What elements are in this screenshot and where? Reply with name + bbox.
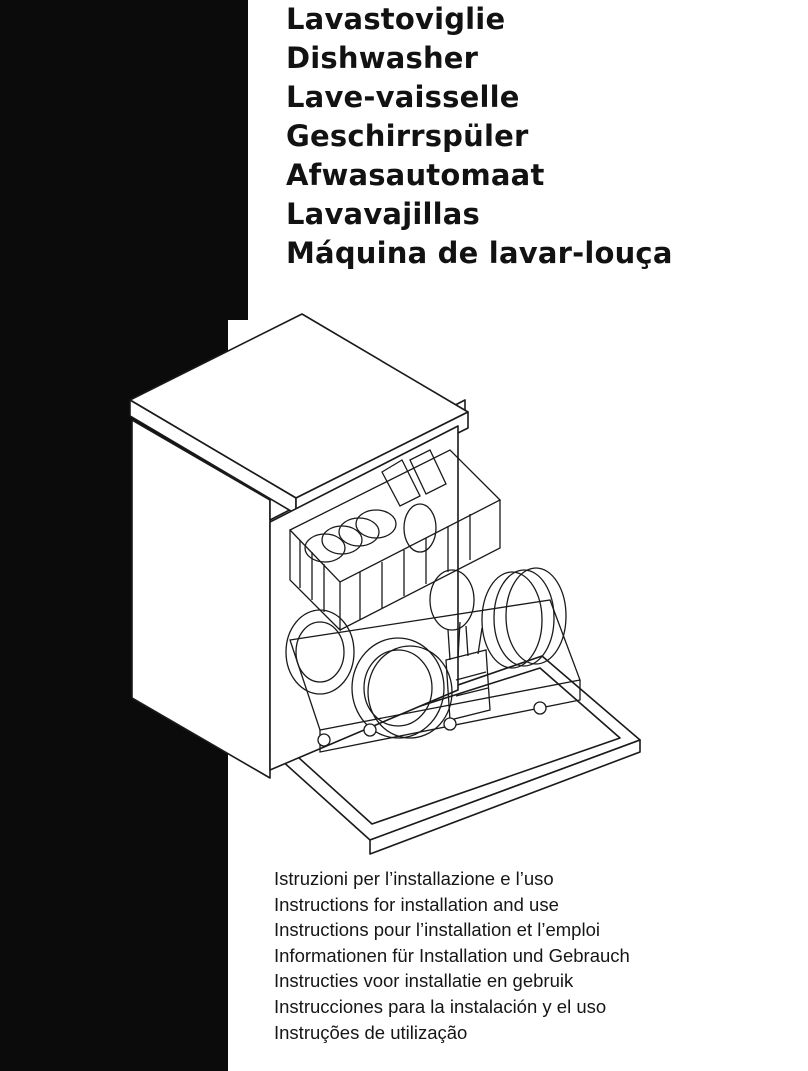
instructions-french: Instructions pour l’installation et l’emploi bbox=[274, 919, 600, 941]
instructions-german: Informationen für Installation und Gebrauch bbox=[274, 944, 630, 966]
instructions-italian: Istruzioni per l’installazione e l’uso bbox=[274, 868, 554, 889]
title-portuguese: Máquina de lavar-louça bbox=[286, 236, 673, 270]
title-german: Geschirrspüler bbox=[286, 119, 529, 153]
title-dutch: Afwasautomaat bbox=[286, 158, 545, 192]
product-title-list bbox=[286, 0, 673, 273]
instructions-spanish: Instrucciones para la instalación y el uso bbox=[274, 995, 607, 1017]
instructions-list bbox=[274, 866, 630, 1045]
title-english: Dishwasher bbox=[286, 41, 479, 75]
black-band-extension bbox=[228, 0, 248, 320]
instructions-english: Instructions for installation and use bbox=[274, 893, 559, 915]
instructions-dutch: Instructies voor installatie en gebruik bbox=[274, 970, 574, 992]
dishwasher-illustration bbox=[120, 300, 660, 860]
instructions-portuguese: Instruções de utilização bbox=[274, 1021, 468, 1043]
title-italian: Lavastoviglie bbox=[286, 2, 506, 36]
title-french: Lave-vaisselle bbox=[286, 80, 520, 114]
title-spanish: Lavavajillas bbox=[286, 197, 480, 231]
